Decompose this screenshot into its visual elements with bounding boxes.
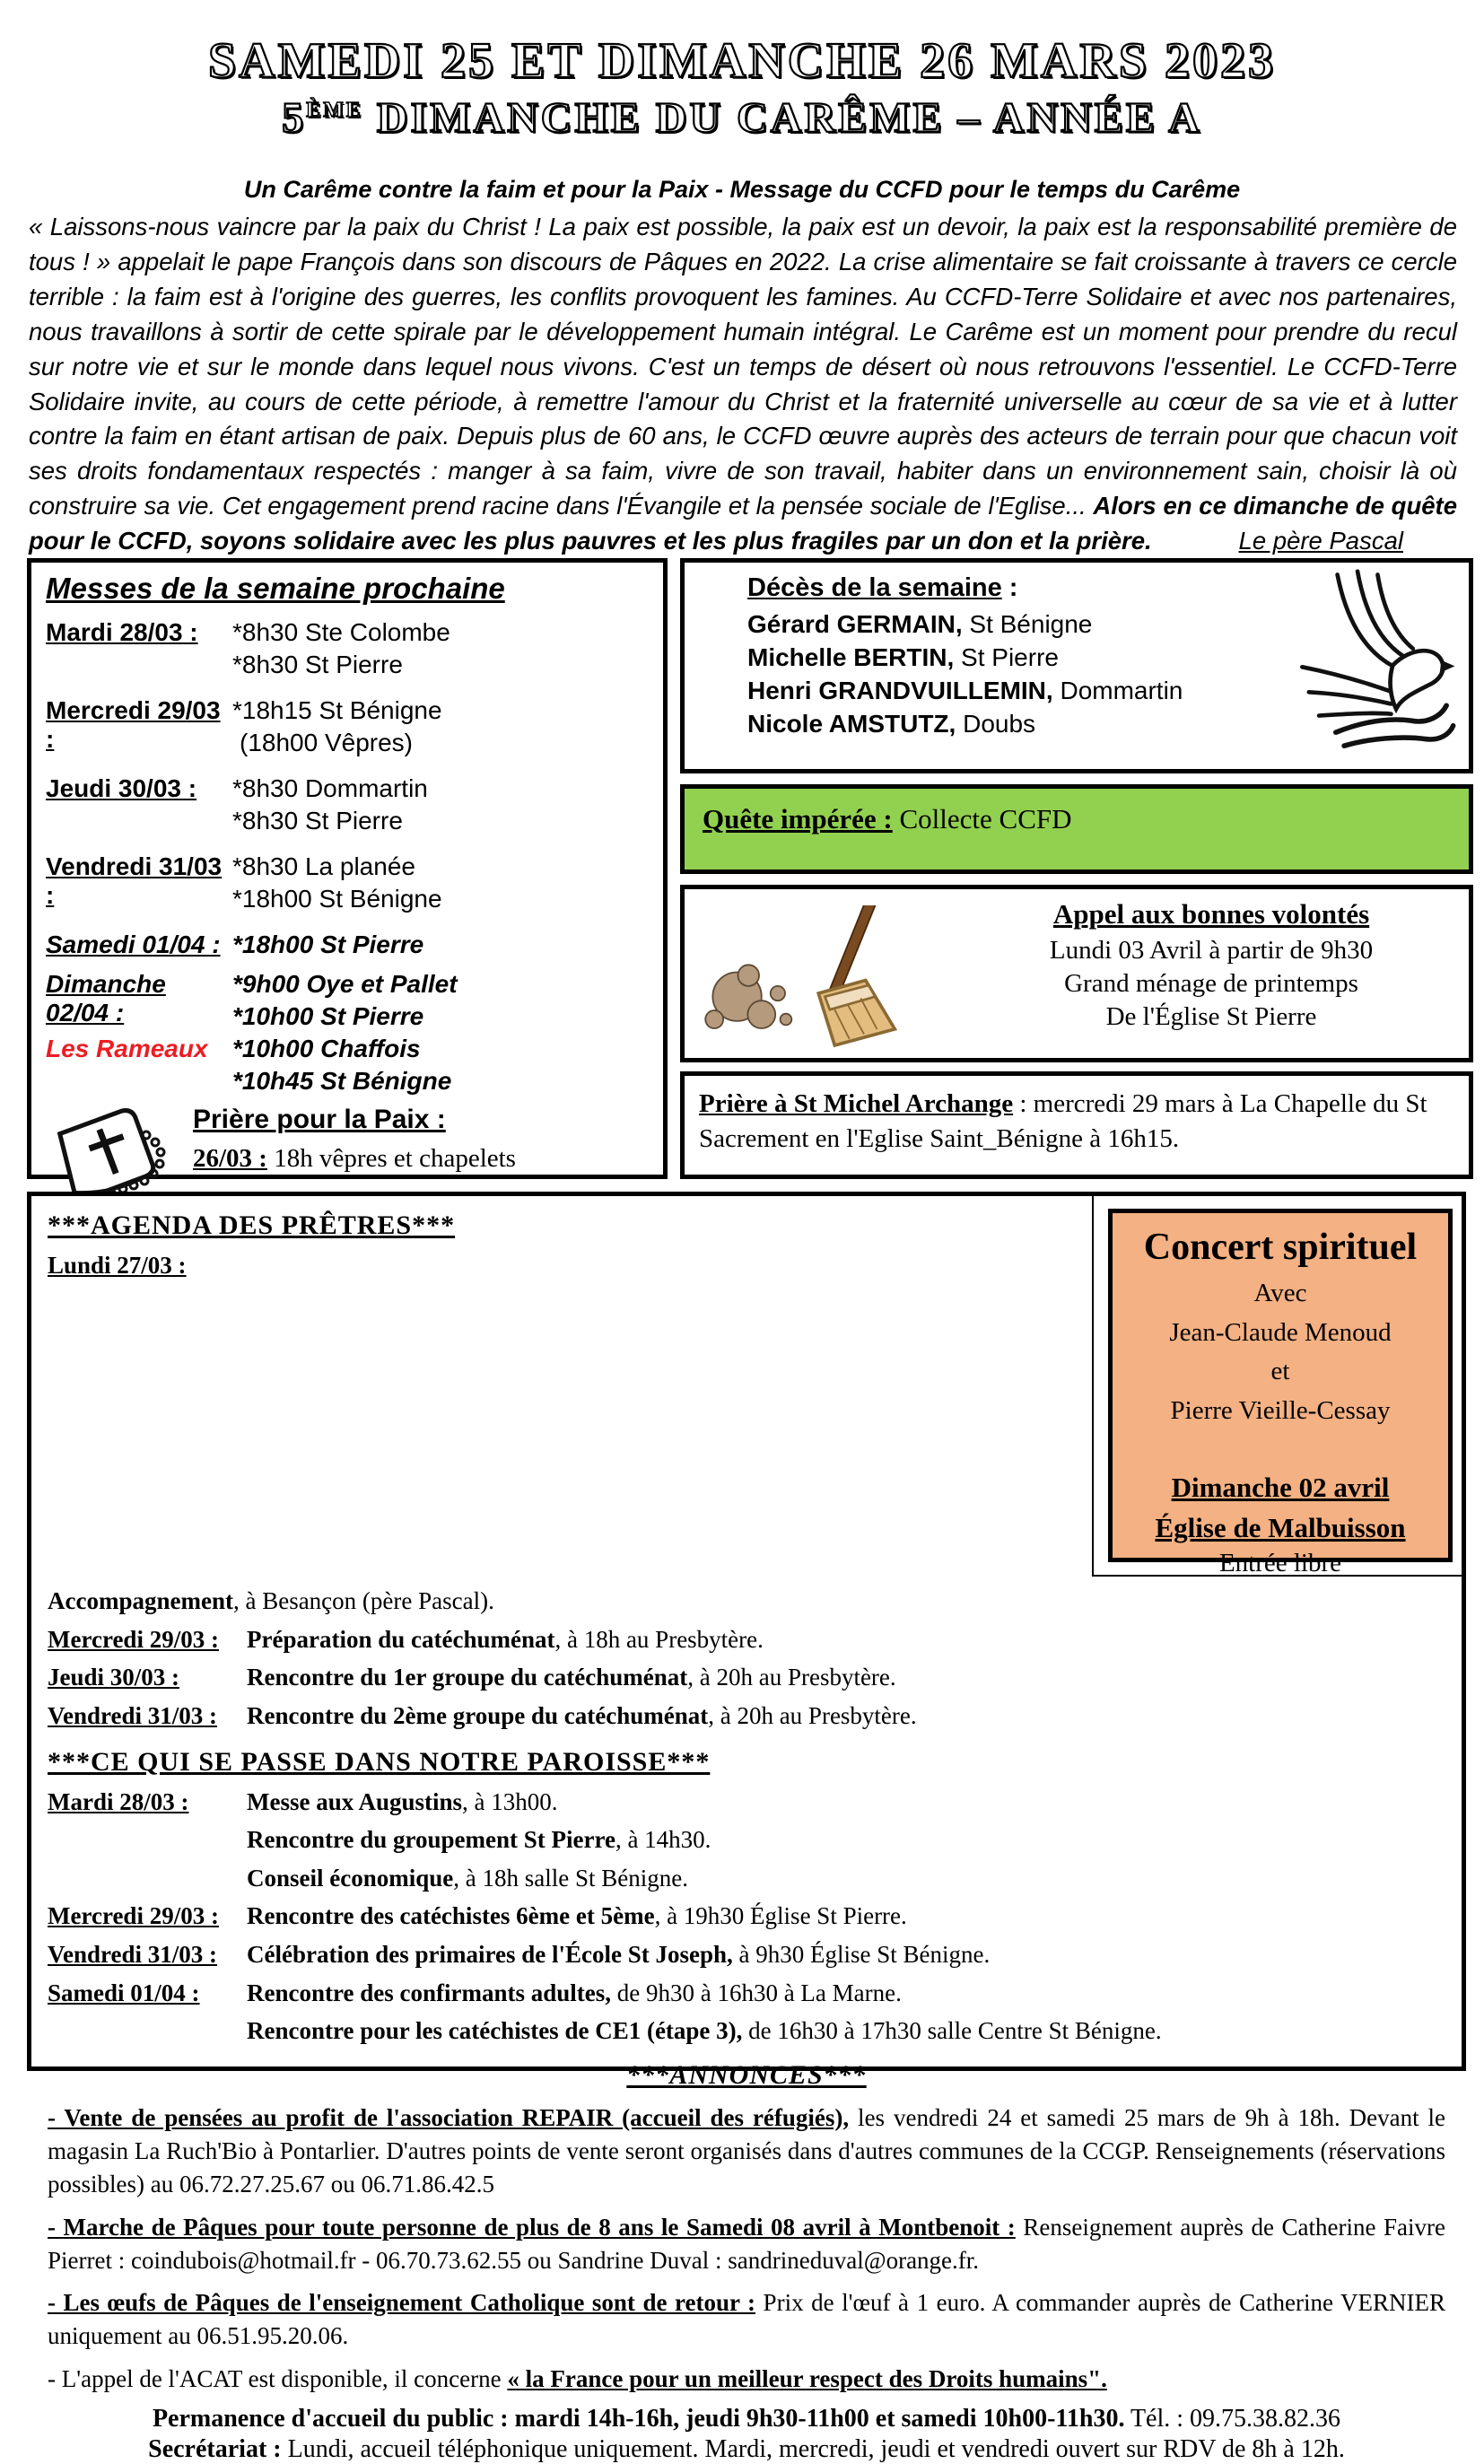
death-entry: Michelle BERTIN, St Pierre	[747, 643, 1059, 671]
paroisse-desc: Célébration des primaires de l'École St Joseph, à 9h30 Église St Bénigne.	[247, 1941, 991, 1968]
mass-day: Vendredi 31/03 :	[46, 852, 223, 909]
paroisse-desc: Rencontre des confirmants adultes, de 9h30 à 16h30 à La Marne.	[247, 1979, 902, 2006]
peace-prayer-text: 26/03 : 18h vêpres et chapelets	[193, 1144, 516, 1173]
mass-times: *8h30 Dommartin *8h30 St Pierre	[232, 774, 428, 834]
intro-text: « Laissons-nous vaincre par la paix du Christ ! La paix est possible, la paix est un devoir, la paix est la responsabilité première de tous ! » appelait le pape François dans son discours de Pâques en 2022. La crise alimentaire se fait croissante à travers ce cercle terrible : la faim est à l'origine des guerres, les conflits provoquent les famines. Au CCFD-Terre Solidaire et avec nos partenaires, nous travaillons à sortir de cette spirale par le développement humain intégral. Le Carême est un moment pour prendre du recul sur notre vie et sur le monde dans lequel nous vivons. C'est un temps de désert où nous retrouvons l'essentiel. Le CCFD-Terre Solidaire invite, au cours de cette période, à remettre l'amour du Christ et la fraternité universelle au cœur de sa vie et à lutter contre la faim en étant artisan de paix. Depuis plus de 60 ans, le CCFD œuvre auprès des acteurs de terrain pour que chacun voit ses droits fondamentaux respectés : manger à sa faim, vivre de son travail, habiter dans un environnement sain, choisir là où construire sa vie. Cet engagement prend racine dans l'Évangile et la pensée sociale de l'Eglise...	[29, 213, 1457, 520]
mass-times: *8h30 Ste Colombe *8h30 St Pierre	[232, 618, 450, 678]
intro-bold-text: Alors en ce dimanche de quête pour le CCFD, soyons solidaire avec les plus pauvres et les plus fragiles par un don et la prière.	[29, 492, 1457, 555]
concert-place: Église de Malbuisson	[1155, 1511, 1406, 1543]
concert-line: Jean-Claude Menoud	[1169, 1317, 1392, 1347]
intro-paragraph	[29, 210, 1457, 559]
concert-entry: Entrée libre	[1218, 1548, 1342, 1577]
paroisse-desc: Rencontre des catéchistes 6ème et 5ème, à 19h30 Église St Pierre.	[247, 1902, 907, 1930]
paroisse-day: Vendredi 31/03 :	[48, 1941, 218, 1968]
intro-signature: Le père Pascal	[1238, 527, 1403, 555]
paroisse-row	[48, 2015, 1445, 2048]
mass-row	[46, 931, 649, 963]
st-michel-text: Prière à St Michel Archange : mercredi 29 mars à La Chapelle du St Sacrement en l'Eglise Saint_Bénigne à 16h15.	[699, 1089, 1427, 1154]
mass-day: Mardi 28/03 :	[46, 618, 198, 646]
annonce-item: - Marche de Pâques pour toute personne de plus de 8 ans le Samedi 08 avril à Montbenoit : Renseignement auprès de Catherine Faivre Pierret : coindubois@hotmail.fr - 06.70.73.62.55 ou Sandrine Duval : sandrineduval@orange.fr.	[48, 2213, 1446, 2274]
paroisse-desc: Rencontre du groupement St Pierre, à 14h30.	[247, 1826, 711, 1854]
paroisse-row	[48, 1978, 1445, 2010]
paroisse-desc: Rencontre pour les catéchistes de CE1 (étape 3), de 16h30 à 17h30 salle Centre St Bénigne.	[247, 2017, 1162, 2045]
annonce-item: - Vente de pensées au profit de l'association REPAIR (accueil des réfugiés), les vendredi 24 et samedi 25 mars de 9h à 18h. Devant le magasin La Ruch'Bio à Pontarlier. D'autres points de vente seront organisés dans d'autres communes de la CCGP. Renseignements (réservations possibles) au 06.72.27.25.67 ou 06.71.86.42.5	[48, 2103, 1445, 2198]
concert-title: Concert spirituel	[1143, 1227, 1418, 1268]
mass-day: Samedi 01/04 :	[46, 931, 221, 958]
concert-line: Pierre Vieille-Cessay	[1170, 1395, 1391, 1425]
mass-row	[46, 774, 649, 839]
masses-box	[27, 558, 668, 1179]
broom-icon	[690, 905, 950, 1061]
quete-box	[680, 784, 1473, 874]
paroisse-row	[48, 1863, 1445, 1895]
mass-day: Dimanche 02/04 :	[46, 970, 166, 1027]
concert-line: Avec	[1253, 1279, 1307, 1307]
subtitle: Un Carême contre la faim et pour la Paix - Message du CCFD pour le temps du Carême	[243, 176, 1241, 203]
les-rameaux-label: Les Rameaux	[46, 1035, 208, 1062]
agenda-row	[48, 1662, 1445, 1694]
annonces-title: ***ANNONCES***	[626, 2059, 867, 2090]
paroisse-day: Mardi 28/03 :	[48, 1787, 189, 1815]
appel-line: De l'Église St Pierre	[1105, 1002, 1317, 1031]
page-title-line2: 5ÈME DIMANCHE DU CARÊME – ANNÉE A	[282, 94, 1202, 142]
appel-line: Lundi 03 Avril à partir de 9h30	[1049, 936, 1374, 965]
paroisse-desc: Conseil économique, à 18h salle St Bénigne.	[247, 1864, 688, 1892]
quete-label: Quête impérée :	[703, 803, 893, 834]
dove-hand-icon	[1286, 568, 1456, 765]
agenda-day: Vendredi 31/03 :	[48, 1701, 218, 1729]
quete-value: Collecte CCFD	[892, 803, 1072, 834]
deaths-box	[680, 558, 1473, 773]
paroisse-row	[48, 1939, 1445, 1971]
mass-times: *18h00 St Pierre	[232, 931, 424, 958]
death-entry: Nicole AMSTUTZ, Doubs	[747, 710, 1036, 738]
appel-title: Appel aux bonnes volontés	[1052, 898, 1370, 930]
paroisse-title: ***CE QUI SE PASSE DANS NOTRE PAROISSE***	[48, 1746, 711, 1777]
deaths-title: Décès de la semaine :	[747, 573, 1018, 602]
paroisse-row	[48, 1824, 1445, 1857]
agenda-title: ***AGENDA DES PRÊTRES***	[48, 1210, 456, 1240]
agenda-desc: Accompagnement, à Besançon (père Pascal).	[48, 1587, 494, 1614]
peace-prayer-title: Prière pour la Paix :	[193, 1105, 446, 1134]
agenda-desc: Préparation du catéchuménat, à 18h au Presbytère.	[247, 1625, 764, 1653]
mass-day: Jeudi 30/03 :	[46, 774, 197, 802]
mass-row	[46, 970, 649, 1099]
footer-secretariat: Secrétariat : Lundi, accueil téléphonique uniquement. Mardi, mercredi, jeudi et vendredi ouvert sur RDV de 8h à 12h.	[148, 2434, 1345, 2463]
annonce-item: - Les œufs de Pâques de l'enseignement Catholique sont de retour : Prix de l'œuf à 1 euro. A commander auprès de Catherine VERNIER uniquement au 06.51.95.20.06.	[48, 2289, 1445, 2350]
concert-box	[1092, 1196, 1462, 1577]
agenda-row	[48, 1624, 1445, 1656]
agenda-desc: Rencontre du 1er groupe du catéchuménat, à 20h au Presbytère.	[247, 1664, 896, 1691]
st-michel-box	[680, 1071, 1473, 1179]
mass-times: *8h30 La planée *18h00 St Bénigne	[232, 852, 442, 913]
paroisse-day: Samedi 01/04 :	[48, 1979, 200, 2006]
page-title-line1: SAMEDI 25 ET DIMANCHE 26 MARS 2023	[208, 33, 1276, 89]
masses-title: Messes de la semaine prochaine	[46, 572, 505, 605]
main-box	[27, 1192, 1466, 2463]
annonce-item: - L'appel de l'ACAT est disponible, il concerne « la France pour un meilleur respect des Droits humains".	[48, 2364, 1107, 2392]
agenda-day: Mercredi 29/03 :	[48, 1625, 219, 1653]
mass-row	[46, 696, 649, 761]
paroisse-day: Mercredi 29/03 :	[48, 1902, 219, 1930]
appel-box	[680, 885, 1473, 1062]
agenda-day: Jeudi 30/03 :	[48, 1664, 180, 1691]
death-entry: Gérard GERMAIN, St Bénigne	[747, 610, 1093, 638]
agenda-day: Lundi 27/03 :	[48, 1252, 187, 1279]
mass-times: *18h15 St Bénigne (18h00 Vêpres)	[232, 696, 442, 756]
agenda-row	[48, 1700, 1445, 1733]
footer-permanence: Permanence d'accueil du public : mardi 14h-16h, jeudi 9h30-11h00 et samedi 10h00-11h30. Tél. : 09.75.38.82.36	[152, 2404, 1341, 2433]
title-ordinal-sup: ÈME	[306, 99, 363, 122]
paroisse-desc: Messe aux Augustins, à 13h00.	[247, 1787, 558, 1815]
agenda-desc: Rencontre du 2ème groupe du catéchuménat, à 20h au Presbytère.	[247, 1701, 917, 1729]
mass-row	[46, 618, 649, 683]
mass-row	[46, 852, 649, 917]
concert-date: Dimanche 02 avril	[1171, 1472, 1390, 1503]
mass-times: *9h00 Oye et Pallet *10h00 St Pierre *10h00 Chaffois *10h45 St Bénigne	[232, 970, 458, 1095]
appel-line: Grand ménage de printemps	[1064, 969, 1358, 998]
mass-day: Mercredi 29/03 :	[46, 696, 221, 753]
paroisse-row	[48, 1900, 1445, 1933]
concert-line: et	[1270, 1357, 1290, 1385]
death-entry: Henri GRANDVUILLEMIN, Dommartin	[747, 677, 1183, 704]
paroisse-row	[48, 1787, 1445, 1819]
